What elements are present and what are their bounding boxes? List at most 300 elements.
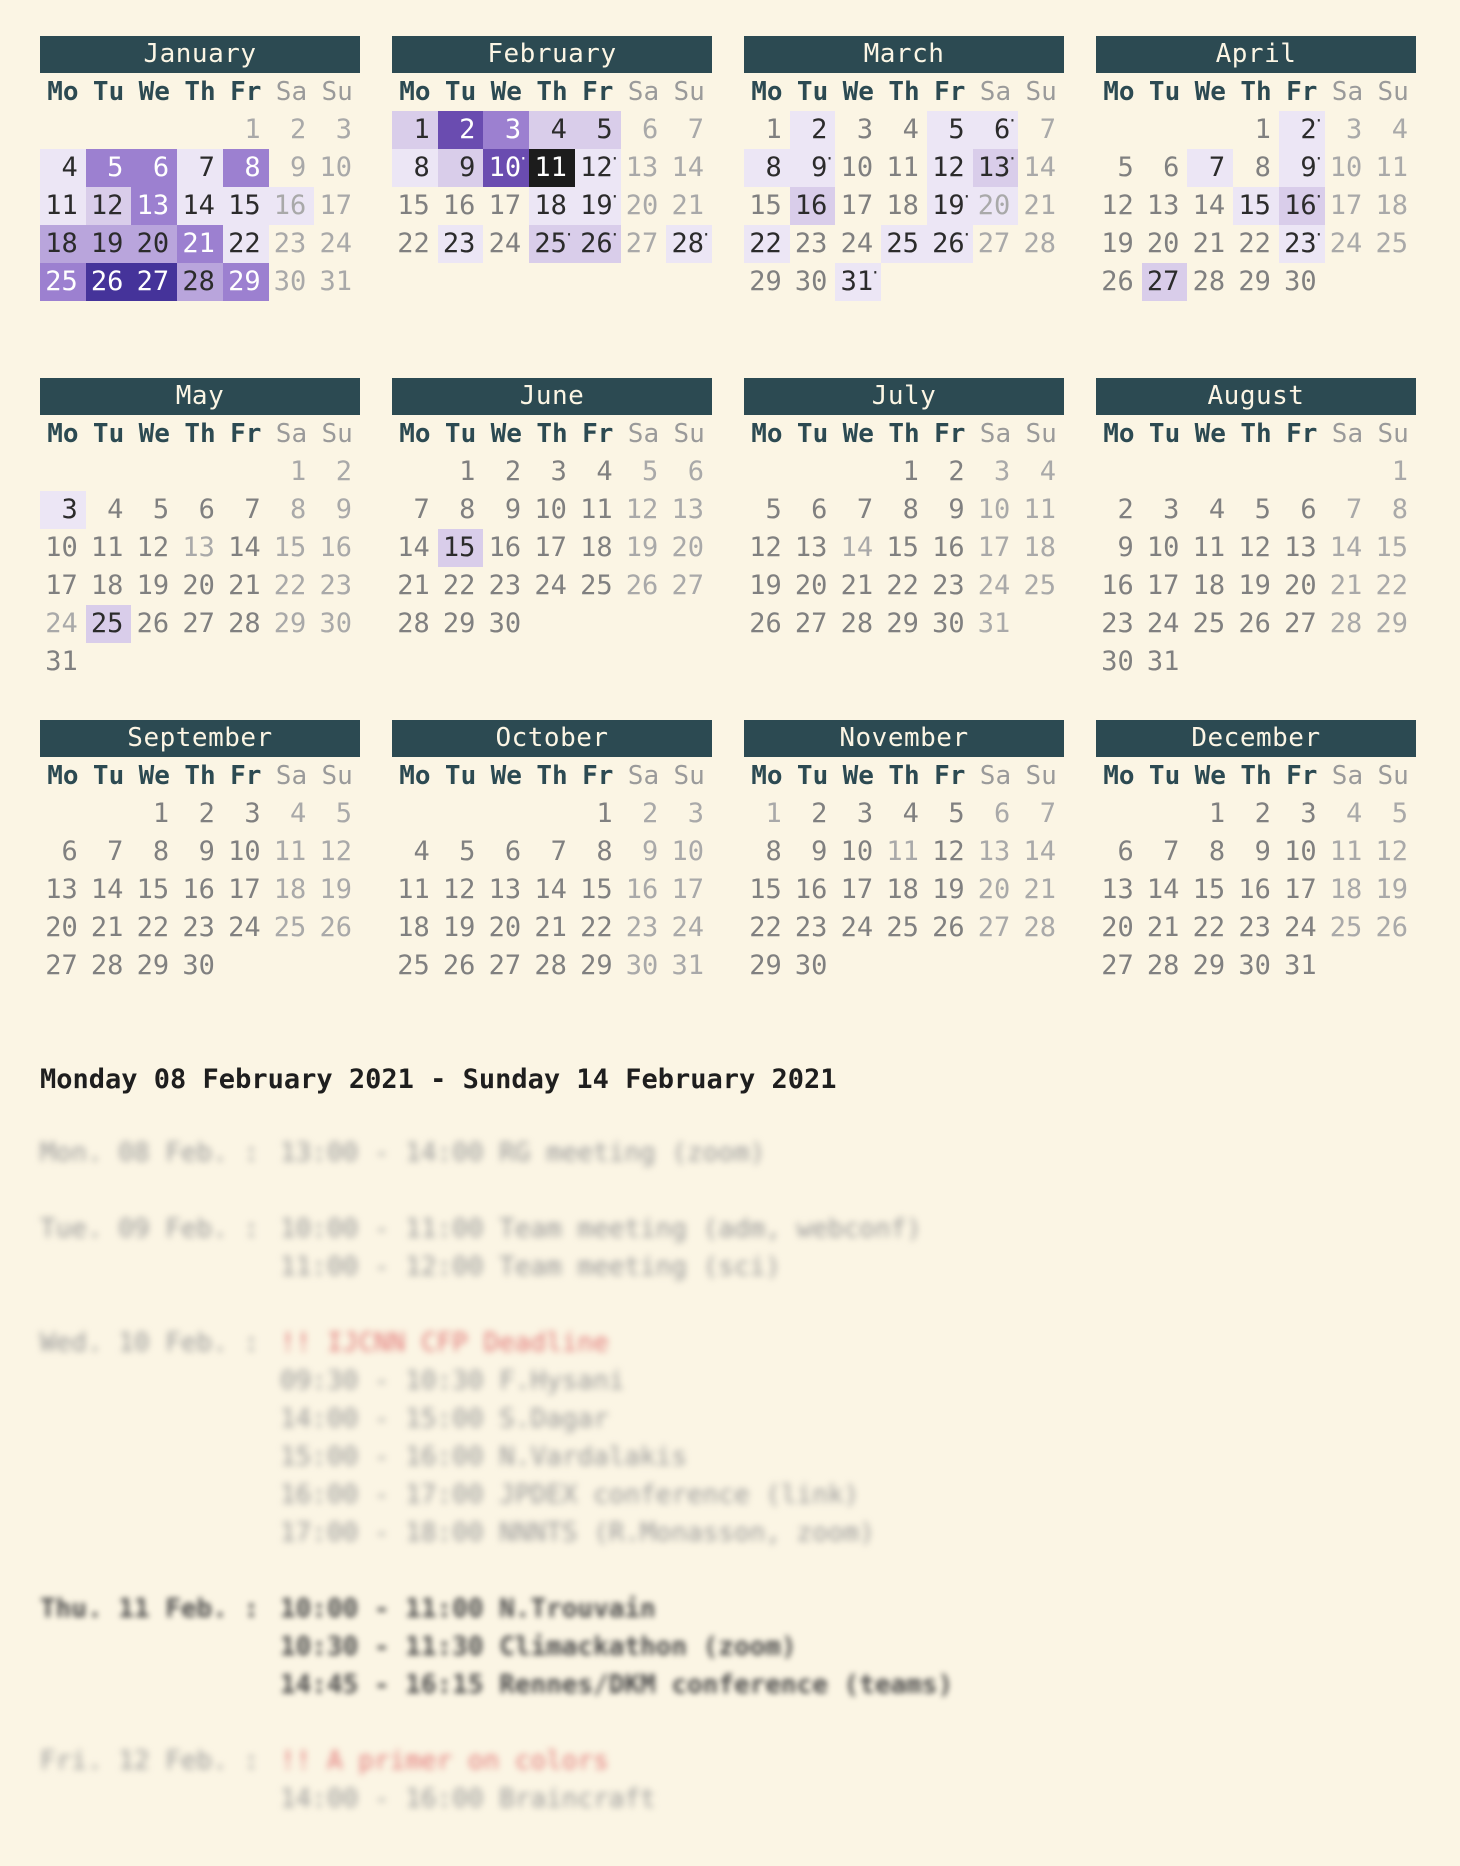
day-cell[interactable]	[835, 187, 881, 225]
day-cell[interactable]	[1325, 149, 1371, 187]
day-cell[interactable]	[1279, 833, 1325, 871]
day-cell[interactable]	[973, 909, 1019, 947]
day-cell[interactable]	[666, 567, 712, 605]
agenda-entry[interactable]	[40, 1514, 1420, 1552]
day-cell[interactable]	[1370, 833, 1416, 871]
month-header[interactable]: May	[40, 378, 360, 415]
day-cell[interactable]	[86, 833, 132, 871]
day-cell[interactable]	[1233, 947, 1279, 985]
agenda-entry[interactable]	[40, 1438, 1420, 1476]
day-cell[interactable]	[86, 149, 132, 187]
day-cell[interactable]	[575, 491, 621, 529]
day-cell[interactable]	[86, 529, 132, 567]
day-cell[interactable]	[1142, 605, 1188, 643]
day-cell[interactable]	[1279, 605, 1325, 643]
day-cell[interactable]	[483, 225, 529, 263]
day-cell[interactable]	[223, 567, 269, 605]
day-cell[interactable]	[438, 833, 484, 871]
day-cell[interactable]	[1096, 833, 1142, 871]
day-cell[interactable]	[177, 833, 223, 871]
day-cell[interactable]	[392, 833, 438, 871]
day-cell[interactable]	[881, 567, 927, 605]
day-cell[interactable]	[1370, 491, 1416, 529]
agenda-entry[interactable]	[40, 1666, 1420, 1704]
day-cell[interactable]	[1018, 149, 1064, 187]
day-cell[interactable]	[1018, 111, 1064, 149]
day-cell[interactable]	[529, 947, 575, 985]
day-cell[interactable]	[881, 833, 927, 871]
day-cell[interactable]	[1370, 187, 1416, 225]
day-cell[interactable]	[1370, 605, 1416, 643]
day-cell[interactable]	[973, 605, 1019, 643]
day-cell[interactable]	[1142, 909, 1188, 947]
day-cell[interactable]	[314, 833, 360, 871]
day-cell[interactable]	[1096, 149, 1142, 187]
day-cell[interactable]	[835, 871, 881, 909]
day-cell[interactable]	[973, 795, 1019, 833]
day-cell[interactable]	[40, 491, 86, 529]
agenda-entry[interactable]	[40, 1742, 1420, 1780]
day-cell[interactable]	[438, 605, 484, 643]
day-cell[interactable]	[483, 947, 529, 985]
day-cell[interactable]	[40, 567, 86, 605]
day-cell[interactable]	[1325, 567, 1371, 605]
day-cell[interactable]	[438, 111, 484, 149]
day-cell[interactable]	[529, 225, 575, 263]
day-cell[interactable]	[1279, 187, 1325, 225]
day-cell[interactable]	[177, 491, 223, 529]
day-cell[interactable]	[131, 795, 177, 833]
day-cell[interactable]	[575, 225, 621, 263]
day-cell[interactable]	[744, 263, 790, 301]
day-cell[interactable]	[790, 605, 836, 643]
day-cell[interactable]	[1096, 909, 1142, 947]
day-cell[interactable]	[1279, 795, 1325, 833]
day-cell[interactable]	[881, 111, 927, 149]
day-cell[interactable]	[1018, 871, 1064, 909]
day-cell[interactable]	[575, 149, 621, 187]
day-cell[interactable]	[86, 225, 132, 263]
day-cell[interactable]	[575, 453, 621, 491]
month-header[interactable]: October	[392, 720, 712, 757]
day-cell[interactable]	[790, 795, 836, 833]
day-cell[interactable]	[1096, 187, 1142, 225]
day-cell[interactable]	[1187, 491, 1233, 529]
day-cell[interactable]	[269, 833, 315, 871]
day-cell[interactable]	[1279, 111, 1325, 149]
day-cell[interactable]	[575, 111, 621, 149]
day-cell[interactable]	[438, 871, 484, 909]
agenda-entry[interactable]	[40, 1400, 1420, 1438]
day-cell[interactable]	[744, 871, 790, 909]
day-cell[interactable]	[666, 833, 712, 871]
day-cell[interactable]	[1187, 795, 1233, 833]
month-header[interactable]: June	[392, 378, 712, 415]
month-header[interactable]: February	[392, 36, 712, 73]
day-cell[interactable]	[223, 491, 269, 529]
day-cell[interactable]	[1233, 149, 1279, 187]
day-cell[interactable]	[881, 453, 927, 491]
day-cell[interactable]	[575, 947, 621, 985]
day-cell[interactable]	[392, 187, 438, 225]
day-cell[interactable]	[1187, 263, 1233, 301]
day-cell[interactable]	[621, 529, 667, 567]
day-cell[interactable]	[744, 529, 790, 567]
day-cell[interactable]	[223, 529, 269, 567]
day-cell[interactable]	[1187, 187, 1233, 225]
agenda-entry[interactable]	[40, 1362, 1420, 1400]
day-cell[interactable]	[177, 149, 223, 187]
day-cell[interactable]	[1233, 567, 1279, 605]
day-cell[interactable]	[666, 149, 712, 187]
agenda-entry[interactable]	[40, 1134, 1420, 1172]
day-cell[interactable]	[177, 529, 223, 567]
day-cell[interactable]	[177, 225, 223, 263]
day-cell[interactable]	[223, 871, 269, 909]
day-cell[interactable]	[131, 947, 177, 985]
day-cell[interactable]	[621, 111, 667, 149]
day-cell[interactable]	[269, 529, 315, 567]
day-cell[interactable]	[927, 605, 973, 643]
day-cell[interactable]	[177, 909, 223, 947]
day-cell[interactable]	[177, 795, 223, 833]
day-cell[interactable]	[1370, 567, 1416, 605]
day-cell[interactable]	[40, 529, 86, 567]
day-cell[interactable]	[529, 491, 575, 529]
day-cell[interactable]	[269, 453, 315, 491]
day-cell[interactable]	[223, 149, 269, 187]
day-cell[interactable]	[1279, 909, 1325, 947]
day-cell[interactable]	[1370, 225, 1416, 263]
day-cell[interactable]	[666, 529, 712, 567]
day-cell[interactable]	[790, 111, 836, 149]
day-cell[interactable]	[790, 263, 836, 301]
day-cell[interactable]	[269, 111, 315, 149]
day-cell[interactable]	[223, 833, 269, 871]
day-cell[interactable]	[529, 111, 575, 149]
day-cell[interactable]	[483, 111, 529, 149]
day-cell[interactable]	[835, 567, 881, 605]
day-cell[interactable]	[314, 795, 360, 833]
day-cell[interactable]	[881, 795, 927, 833]
day-cell[interactable]	[314, 263, 360, 301]
day-cell[interactable]	[1142, 643, 1188, 681]
day-cell[interactable]	[177, 567, 223, 605]
day-cell[interactable]	[438, 529, 484, 567]
day-cell[interactable]	[86, 187, 132, 225]
day-cell[interactable]	[1233, 795, 1279, 833]
day-cell[interactable]	[1233, 529, 1279, 567]
day-cell[interactable]	[621, 833, 667, 871]
day-cell[interactable]	[483, 871, 529, 909]
day-cell[interactable]	[621, 567, 667, 605]
day-cell-today[interactable]	[529, 149, 575, 187]
day-cell[interactable]	[438, 225, 484, 263]
day-cell[interactable]	[1018, 529, 1064, 567]
day-cell[interactable]	[392, 149, 438, 187]
day-cell[interactable]	[131, 833, 177, 871]
day-cell[interactable]	[973, 453, 1019, 491]
day-cell[interactable]	[392, 529, 438, 567]
day-cell[interactable]	[223, 111, 269, 149]
day-cell[interactable]	[835, 909, 881, 947]
day-cell[interactable]	[1142, 947, 1188, 985]
day-cell[interactable]	[392, 909, 438, 947]
day-cell[interactable]	[790, 225, 836, 263]
day-cell[interactable]	[529, 909, 575, 947]
day-cell[interactable]	[927, 529, 973, 567]
day-cell[interactable]	[1096, 263, 1142, 301]
day-cell[interactable]	[86, 263, 132, 301]
day-cell[interactable]	[1187, 871, 1233, 909]
day-cell[interactable]	[973, 567, 1019, 605]
day-cell[interactable]	[835, 263, 881, 301]
agenda-entry[interactable]	[40, 1324, 1420, 1362]
day-cell[interactable]	[927, 833, 973, 871]
day-cell[interactable]	[177, 947, 223, 985]
day-cell[interactable]	[1370, 453, 1416, 491]
day-cell[interactable]	[1370, 795, 1416, 833]
day-cell[interactable]	[621, 453, 667, 491]
day-cell[interactable]	[131, 149, 177, 187]
agenda-entry[interactable]	[40, 1210, 1420, 1248]
day-cell[interactable]	[973, 529, 1019, 567]
day-cell[interactable]	[40, 947, 86, 985]
day-cell[interactable]	[1325, 187, 1371, 225]
day-cell[interactable]	[927, 491, 973, 529]
day-cell[interactable]	[269, 263, 315, 301]
day-cell[interactable]	[1233, 833, 1279, 871]
day-cell[interactable]	[744, 795, 790, 833]
day-cell[interactable]	[575, 529, 621, 567]
day-cell[interactable]	[1018, 795, 1064, 833]
day-cell[interactable]	[1187, 947, 1233, 985]
day-cell[interactable]	[529, 833, 575, 871]
day-cell[interactable]	[744, 149, 790, 187]
day-cell[interactable]	[575, 833, 621, 871]
day-cell[interactable]	[835, 529, 881, 567]
day-cell[interactable]	[1279, 947, 1325, 985]
day-cell[interactable]	[881, 149, 927, 187]
day-cell[interactable]	[392, 605, 438, 643]
day-cell[interactable]	[40, 643, 86, 681]
day-cell[interactable]	[927, 795, 973, 833]
day-cell[interactable]	[483, 833, 529, 871]
day-cell[interactable]	[86, 491, 132, 529]
day-cell[interactable]	[744, 909, 790, 947]
day-cell[interactable]	[223, 795, 269, 833]
day-cell[interactable]	[314, 871, 360, 909]
day-cell[interactable]	[666, 111, 712, 149]
day-cell[interactable]	[483, 187, 529, 225]
day-cell[interactable]	[1370, 909, 1416, 947]
day-cell[interactable]	[1142, 529, 1188, 567]
day-cell[interactable]	[575, 909, 621, 947]
day-cell[interactable]	[40, 871, 86, 909]
day-cell[interactable]	[40, 187, 86, 225]
day-cell[interactable]	[131, 529, 177, 567]
day-cell[interactable]	[621, 795, 667, 833]
day-cell[interactable]	[1142, 263, 1188, 301]
day-cell[interactable]	[86, 605, 132, 643]
day-cell[interactable]	[1187, 225, 1233, 263]
day-cell[interactable]	[835, 491, 881, 529]
month-header[interactable]: August	[1096, 378, 1416, 415]
day-cell[interactable]	[314, 187, 360, 225]
day-cell[interactable]	[269, 187, 315, 225]
day-cell[interactable]	[392, 111, 438, 149]
day-cell[interactable]	[790, 187, 836, 225]
day-cell[interactable]	[1018, 567, 1064, 605]
day-cell[interactable]	[40, 225, 86, 263]
day-cell[interactable]	[1279, 529, 1325, 567]
day-cell[interactable]	[177, 871, 223, 909]
agenda-entry[interactable]	[40, 1248, 1420, 1286]
day-cell[interactable]	[744, 187, 790, 225]
day-cell[interactable]	[666, 795, 712, 833]
day-cell[interactable]	[223, 187, 269, 225]
day-cell[interactable]	[1018, 491, 1064, 529]
day-cell[interactable]	[131, 491, 177, 529]
month-header[interactable]: December	[1096, 720, 1416, 757]
day-cell[interactable]	[1233, 871, 1279, 909]
day-cell[interactable]	[392, 491, 438, 529]
day-cell[interactable]	[790, 833, 836, 871]
month-header[interactable]: January	[40, 36, 360, 73]
day-cell[interactable]	[621, 187, 667, 225]
day-cell[interactable]	[40, 605, 86, 643]
day-cell[interactable]	[131, 263, 177, 301]
day-cell[interactable]	[392, 947, 438, 985]
day-cell[interactable]	[621, 909, 667, 947]
day-cell[interactable]	[223, 909, 269, 947]
day-cell[interactable]	[269, 909, 315, 947]
day-cell[interactable]	[1233, 187, 1279, 225]
day-cell[interactable]	[621, 491, 667, 529]
day-cell[interactable]	[131, 871, 177, 909]
day-cell[interactable]	[1279, 149, 1325, 187]
day-cell[interactable]	[1233, 491, 1279, 529]
day-cell[interactable]	[1142, 225, 1188, 263]
day-cell[interactable]	[790, 909, 836, 947]
day-cell[interactable]	[483, 491, 529, 529]
day-cell[interactable]	[835, 795, 881, 833]
day-cell[interactable]	[973, 187, 1019, 225]
day-cell[interactable]	[269, 795, 315, 833]
day-cell[interactable]	[790, 947, 836, 985]
day-cell[interactable]	[1018, 453, 1064, 491]
agenda-entry[interactable]	[40, 1780, 1420, 1818]
day-cell[interactable]	[790, 567, 836, 605]
day-cell[interactable]	[1370, 529, 1416, 567]
month-header[interactable]: March	[744, 36, 1064, 73]
day-cell[interactable]	[1325, 605, 1371, 643]
day-cell[interactable]	[131, 567, 177, 605]
day-cell[interactable]	[835, 833, 881, 871]
day-cell[interactable]	[1187, 567, 1233, 605]
day-cell[interactable]	[666, 871, 712, 909]
day-cell[interactable]	[438, 453, 484, 491]
day-cell[interactable]	[131, 909, 177, 947]
day-cell[interactable]	[314, 529, 360, 567]
day-cell[interactable]	[392, 567, 438, 605]
day-cell[interactable]	[1370, 871, 1416, 909]
day-cell[interactable]	[927, 111, 973, 149]
day-cell[interactable]	[1018, 833, 1064, 871]
day-cell[interactable]	[223, 225, 269, 263]
day-cell[interactable]	[927, 909, 973, 947]
day-cell[interactable]	[177, 187, 223, 225]
day-cell[interactable]	[575, 567, 621, 605]
day-cell[interactable]	[1096, 529, 1142, 567]
day-cell[interactable]	[483, 149, 529, 187]
day-cell[interactable]	[1325, 111, 1371, 149]
day-cell[interactable]	[1142, 149, 1188, 187]
day-cell[interactable]	[1325, 833, 1371, 871]
day-cell[interactable]	[1325, 491, 1371, 529]
day-cell[interactable]	[1279, 567, 1325, 605]
day-cell[interactable]	[529, 871, 575, 909]
day-cell[interactable]	[529, 529, 575, 567]
day-cell[interactable]	[269, 871, 315, 909]
day-cell[interactable]	[438, 187, 484, 225]
day-cell[interactable]	[1187, 149, 1233, 187]
day-cell[interactable]	[666, 453, 712, 491]
day-cell[interactable]	[744, 491, 790, 529]
day-cell[interactable]	[40, 833, 86, 871]
day-cell[interactable]	[927, 871, 973, 909]
day-cell[interactable]	[1142, 491, 1188, 529]
day-cell[interactable]	[314, 453, 360, 491]
day-cell[interactable]	[40, 909, 86, 947]
day-cell[interactable]	[1187, 833, 1233, 871]
day-cell[interactable]	[1325, 225, 1371, 263]
day-cell[interactable]	[973, 871, 1019, 909]
day-cell[interactable]	[314, 225, 360, 263]
day-cell[interactable]	[1096, 225, 1142, 263]
day-cell[interactable]	[1096, 605, 1142, 643]
day-cell[interactable]	[1142, 833, 1188, 871]
day-cell[interactable]	[881, 909, 927, 947]
day-cell[interactable]	[86, 909, 132, 947]
day-cell[interactable]	[744, 225, 790, 263]
day-cell[interactable]	[1096, 947, 1142, 985]
day-cell[interactable]	[223, 605, 269, 643]
day-cell[interactable]	[314, 567, 360, 605]
day-cell[interactable]	[438, 909, 484, 947]
day-cell[interactable]	[40, 263, 86, 301]
day-cell[interactable]	[666, 225, 712, 263]
day-cell[interactable]	[881, 491, 927, 529]
day-cell[interactable]	[1142, 187, 1188, 225]
day-cell[interactable]	[1325, 529, 1371, 567]
day-cell[interactable]	[666, 909, 712, 947]
day-cell[interactable]	[131, 187, 177, 225]
day-cell[interactable]	[973, 111, 1019, 149]
day-cell[interactable]	[483, 567, 529, 605]
day-cell[interactable]	[621, 149, 667, 187]
day-cell[interactable]	[438, 947, 484, 985]
day-cell[interactable]	[1233, 909, 1279, 947]
day-cell[interactable]	[881, 187, 927, 225]
day-cell[interactable]	[269, 567, 315, 605]
day-cell[interactable]	[223, 263, 269, 301]
day-cell[interactable]	[881, 225, 927, 263]
agenda-entry[interactable]	[40, 1628, 1420, 1666]
day-cell[interactable]	[392, 871, 438, 909]
day-cell[interactable]	[973, 225, 1019, 263]
day-cell[interactable]	[1187, 909, 1233, 947]
